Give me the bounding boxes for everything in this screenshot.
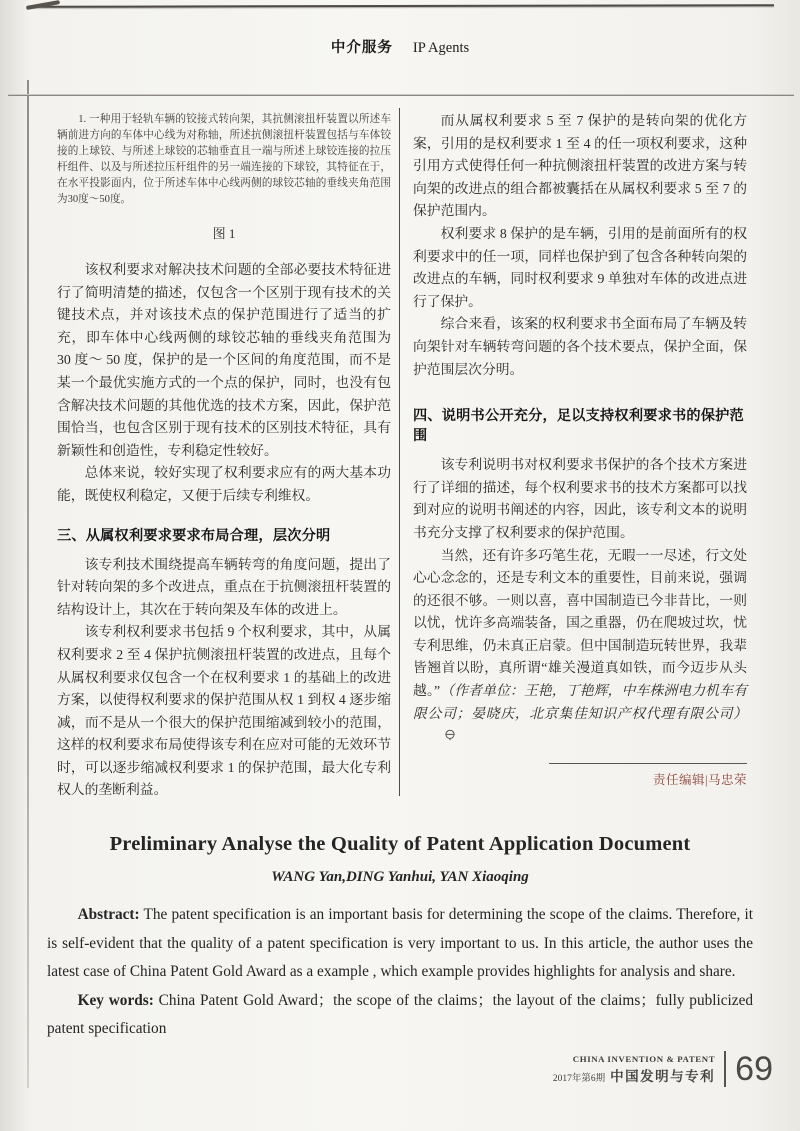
page-number: 69 xyxy=(735,1050,773,1088)
claim-quote: 1. 一种用于轻轨车辆的铰接式转向架，其抗侧滚扭杆装置以所述车辆前进方向的车体中心线为对称轴，所述抗侧滚扭杆装置包括与车体铰接的上球铰、与所述上球铰的芯轴垂直且一端与所述上球铰连接的拉压杆组件、以及与所述拉压杆组件的另一端连接的下球铰，其特征在于，在水平投影面内，位于所述车体中心线两侧的球铰芯轴的垂线夹角范围为30度～50度。 xyxy=(57,114,391,205)
english-title: Preliminary Analyse the Quality of Patent Application Document xyxy=(109,833,691,855)
footer-issue: 2017年第6期 xyxy=(552,1073,606,1084)
footer-journal-info xyxy=(553,1054,715,1085)
paragraph: 该专利技术围绕提高车辆转弯的角度问题，提出了针对转向架的多个改进点，重点在于抗侧滚扭杆装置的结构设计上，其次在于转向架及车体的改进上。 xyxy=(57,556,391,617)
author-affiliation-note: （作者单位：王艳，丁艳辉，中车株洲电力机车有限公司；晏晓庆，北京集佳知识产权代理有限公司） xyxy=(413,683,747,721)
keywords-label: Key words: xyxy=(77,991,154,1009)
paragraph: 该权利要求对解决技术问题的全部必要技术特征进行了简明清楚的描述，仅包含一个区别于现有技术的关键技术点，并对该技术点的保护范围进行了适当的扩充，即车体中心线两侧的球铰芯轴的垂线夹角范围为 30 度～ 50 度，保护的是一个区间的角度范围，而不是某一个最优实施方式的一个点的保护，同时，也没有包含解决技术问题的其他优选的技术方案，因此，保护范围恰当，也包含区别于现有技术的区别技术特征，具有新颖性和创造性，专利稳定性较好。 xyxy=(57,262,391,458)
paragraph: 总体来说，较好实现了权利要求应有的两大基本功能，既使权利稳定，又便于后续专利维权。 xyxy=(57,465,391,503)
header-category-cn: 中介服务 xyxy=(330,40,393,56)
paragraph: 该专利权利要求书包括 9 个权利要求，其中，从属权利要求 2 至 4 保护抗侧滚扭杆装置的改进点，且每个从属权利要求仅包含一个在权利要求 1 的基础上的改进方案，以使得权利要求的保护范围从权 1 到权 4 逐步缩减，而不是从一个很大的保护范围缩减到较小的范围，这样的权利要求布局使得该专利在应对可能的无效环节时，可以逐步缩减权利要求 1 的保护范围，最大化专利权人的垄断利益。 xyxy=(57,624,391,798)
page-footer xyxy=(553,1051,773,1087)
header-category-en: IP Agents xyxy=(412,40,470,56)
abstract-label: Abstract: xyxy=(77,906,140,923)
left-column xyxy=(57,110,391,802)
section-4-heading: 四、说明书公开充分，足以支持权利要求书的保护范围 xyxy=(413,408,744,445)
scan-edge-left xyxy=(27,80,29,1088)
figure-caption: 图 1 xyxy=(212,226,236,241)
english-authors: WANG Yan,DING Yanhui, YAN Xiaoqing xyxy=(271,869,529,885)
abstract-text: The patent specification is an important basis for determining the scope of the claims. Therefore, it is self-evident that the quality of a patent specification is very important to us. In this article, the author uses the latest case of China Patent Gold Award as a example , which example provides highlights for analysis and share. xyxy=(47,906,753,981)
paragraph: 而从属权利要求 5 至 7 保护的是转向架的优化方案，引用的是权利要求 1 至 4 的任一项权利要求，这种引用方式使得任何一种抗侧滚扭杆装置的改进方案与转向架的改进点的组合都被囊括在从属权利要求 5 至 7 的保护范围内。 xyxy=(413,113,747,219)
closing-text: 当然，还有许多巧笔生花，无暇一一尽述，行文处心心念念的，还是专利文本的重要性，目前来说，强调的还很不够。一则以喜，喜中国制造已今非昔比，一则以忧，忧许多高端装备，国之重器，仍在爬坡过坎，忧专利思维，仍未真正启蒙。但中国制造玩转世界，我辈皆翘首以盼，真所谓“雄关漫道真如铁，而今迈步从头越。” xyxy=(413,547,747,699)
paragraph: 权利要求 8 保护的是车辆，引用的是前面所有的权利要求中的任一项，同样也保护到了包含各种转向架的改进点的车辆，同时权利要求 9 单独对车体的改进点进行了保护。 xyxy=(413,225,747,309)
scan-edge-top xyxy=(30,4,774,8)
keywords-text: China Patent Gold Award；the scope of the claims；the layout of the claims；fully publicized patent specification xyxy=(47,991,754,1038)
abstract-paragraph xyxy=(47,901,753,987)
article-end-icon xyxy=(416,726,456,749)
page-header xyxy=(0,36,800,57)
article-columns xyxy=(57,110,747,802)
footer-divider xyxy=(724,1051,726,1087)
editor-credit-block xyxy=(549,763,747,789)
footer-issue-line xyxy=(553,1065,715,1085)
editor-credit: 责任编辑|马忠荣 xyxy=(652,772,747,787)
footer-journal-name-cn: 中国发明与专利 xyxy=(610,1068,716,1084)
section-3-heading: 三、从属权利要求要求布局合理，层次分明 xyxy=(57,527,331,544)
closing-paragraph xyxy=(413,545,747,749)
paragraph: 该专利说明书对权利要求书保护的各个技术方案进行了详细的描述，每个权利要求书的技术方案都可以找到对应的说明书阐述的内容，因此，该专利文本的说明书充分支撑了权利要求的保护范围。 xyxy=(413,457,747,540)
right-column xyxy=(413,110,747,802)
keywords-paragraph xyxy=(47,987,753,1044)
paragraph: 综合来看，该案的权利要求书全面布局了车辆及转向架针对车辆转弯问题的各个技术要点，保护全面，保护范围层次分明。 xyxy=(413,316,747,377)
footer-journal-name-en: CHINA INVENTION & PATENT xyxy=(572,1053,716,1064)
header-rule xyxy=(8,95,794,96)
english-abstract-section xyxy=(47,833,753,1044)
